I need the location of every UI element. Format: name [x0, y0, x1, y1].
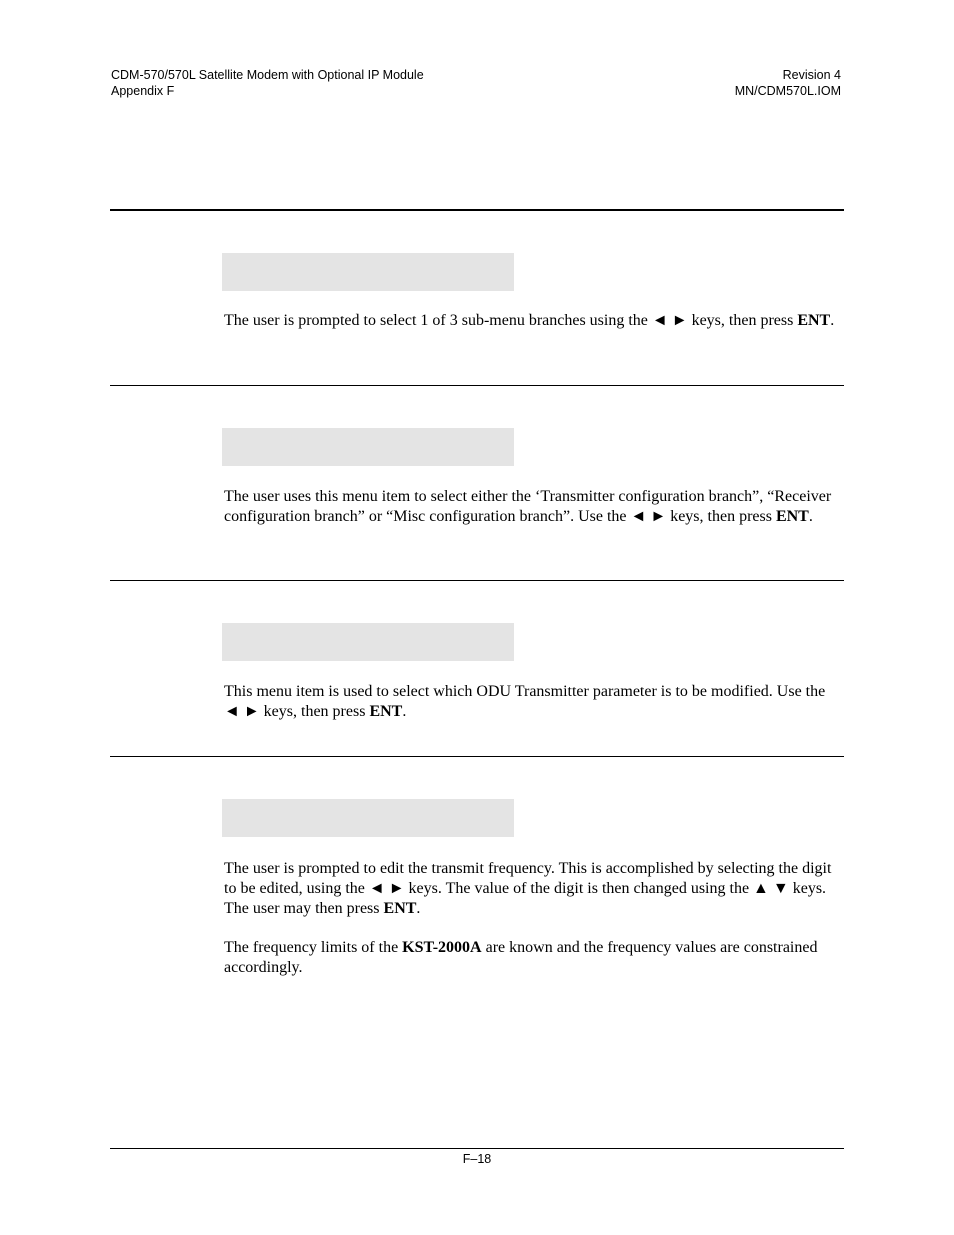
revision-label: Revision 4	[782, 68, 841, 82]
document-title: CDM-570/570L Satellite Modem with Optional IP Module	[111, 68, 424, 82]
description-paragraph	[224, 938, 844, 978]
paragraph-text: .	[416, 900, 421, 917]
section-divider	[110, 385, 844, 386]
paragraph-text: are known and the frequency values are constrained accordingly.	[224, 939, 818, 976]
paragraph-text: The frequency limits of the	[224, 939, 403, 956]
page-header-left	[111, 67, 424, 99]
lcd-display	[222, 799, 514, 837]
footer-divider	[110, 1148, 844, 1149]
lcd-display	[222, 253, 514, 291]
key-name: ENT	[797, 312, 831, 329]
paragraph-text: .	[808, 508, 813, 525]
description-paragraph	[224, 487, 844, 527]
key-name: ENT	[383, 900, 417, 917]
section-divider	[110, 580, 844, 581]
paragraph-text: .	[402, 703, 407, 720]
paragraph-text: This menu item is used to select which ODU Transmitter parameter is to be modified. Use the ◄ ► keys, then press	[224, 683, 826, 720]
paragraph-text: The user uses this menu item to select either the ‘Transmitter configuration branch”, “Receiver configuration branch” or “Misc configuration branch”. Use the ◄ ► keys, then press	[224, 488, 832, 525]
product-name: KST-2000A	[402, 939, 482, 956]
paragraph-text: The user is prompted to edit the transmit frequency. This is accomplished by selecting the digit to be edited, using the ◄ ► keys. The value of the digit is then changed using the ▲ ▼ keys. The user may then press	[224, 860, 832, 917]
paragraph-text: .	[830, 312, 835, 329]
appendix-label: Appendix F	[111, 84, 175, 98]
description-paragraph	[224, 682, 844, 722]
description-paragraph	[224, 311, 844, 331]
description-paragraph	[224, 859, 844, 919]
page-number: F–18	[462, 1152, 492, 1166]
section-divider	[110, 209, 844, 211]
document-number: MN/CDM570L.IOM	[734, 84, 841, 98]
paragraph-text: The user is prompted to select 1 of 3 sub-menu branches using the ◄ ► keys, then press	[224, 312, 798, 329]
key-name: ENT	[775, 508, 809, 525]
lcd-display	[222, 428, 514, 466]
page-header-right	[735, 67, 841, 99]
section-divider	[110, 756, 844, 757]
key-name: ENT	[369, 703, 403, 720]
lcd-display	[222, 623, 514, 661]
